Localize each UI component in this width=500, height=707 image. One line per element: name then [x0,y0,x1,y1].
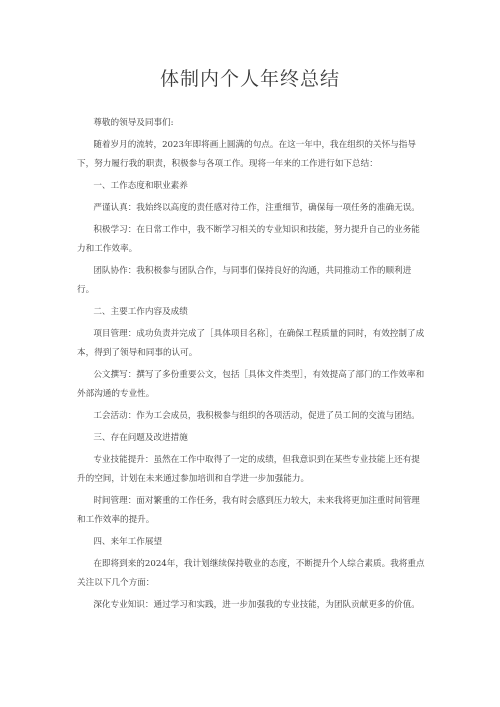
document-body [77,114,427,618]
section-heading: 一、工作态度和职业素养 [93,181,188,191]
intro-paragraph: 随着岁月的流转，2023年即将画上圆满的句点。在这一年中，我在组织的关怀与指导下，努力履行我的职责，积极参与各项工作。现将一年来的工作进行如下总结： [77,140,416,169]
body-paragraph: 公文撰写：撰写了多份重要公文，包括［具体文件类型］，有效提高了部门的工作效率和外部沟通的专业性。 [77,370,425,399]
body-paragraph: 专业技能提升：虽然在工作中取得了一定的成绩，但我意识到在某些专业技能上还有提升的空间，计划在未来通过参加培训和自学进一步加强能力。 [77,455,420,484]
body-paragraph: 时间管理：面对繁重的工作任务，我有时会感到压力较大，未来我将更加注重时间管理和工作效率的提升。 [77,496,420,525]
section-heading: 二、主要工作内容及成绩 [93,307,188,317]
body-paragraph: 工会活动：作为工会成员，我积极参与组织的各项活动，促进了员工间的交流与团结。 [93,411,420,421]
body-paragraph: 深化专业知识：通过学习和实践，进一步加强我的专业技能，为团队贡献更多的价值。 [93,600,420,610]
body-paragraph: 项目管理：成功负责并完成了［具体项目名称］，在确保工程质量的同时，有效控制了成本，得到了领导和同事的认可。 [77,329,425,358]
document-title: 体制内个人年终总结 [159,68,340,90]
body-paragraph: 团队协作：我积极参与团队合作，与同事们保持良好的沟通，共同推动工作的顺利进行。 [77,266,412,295]
body-paragraph: 严谨认真：我始终以高度的责任感对待工作，注重细节，确保每一项任务的准确无误。 [93,203,420,213]
greeting: 尊敬的领导及同事们: [93,118,174,128]
body-paragraph: 积极学习：在日常工作中，我不断学习相关的专业知识和技能，努力提升自己的业务能力和工作效率。 [77,225,420,254]
section-heading: 三、存在问题及改进措施 [93,433,188,443]
section-heading: 四、来年工作展望 [93,537,163,547]
body-paragraph: 在即将到来的2024年，我计划继续保持敬业的态度，不断提升个人综合素质。我将重点关注以下几个方面： [77,559,425,588]
